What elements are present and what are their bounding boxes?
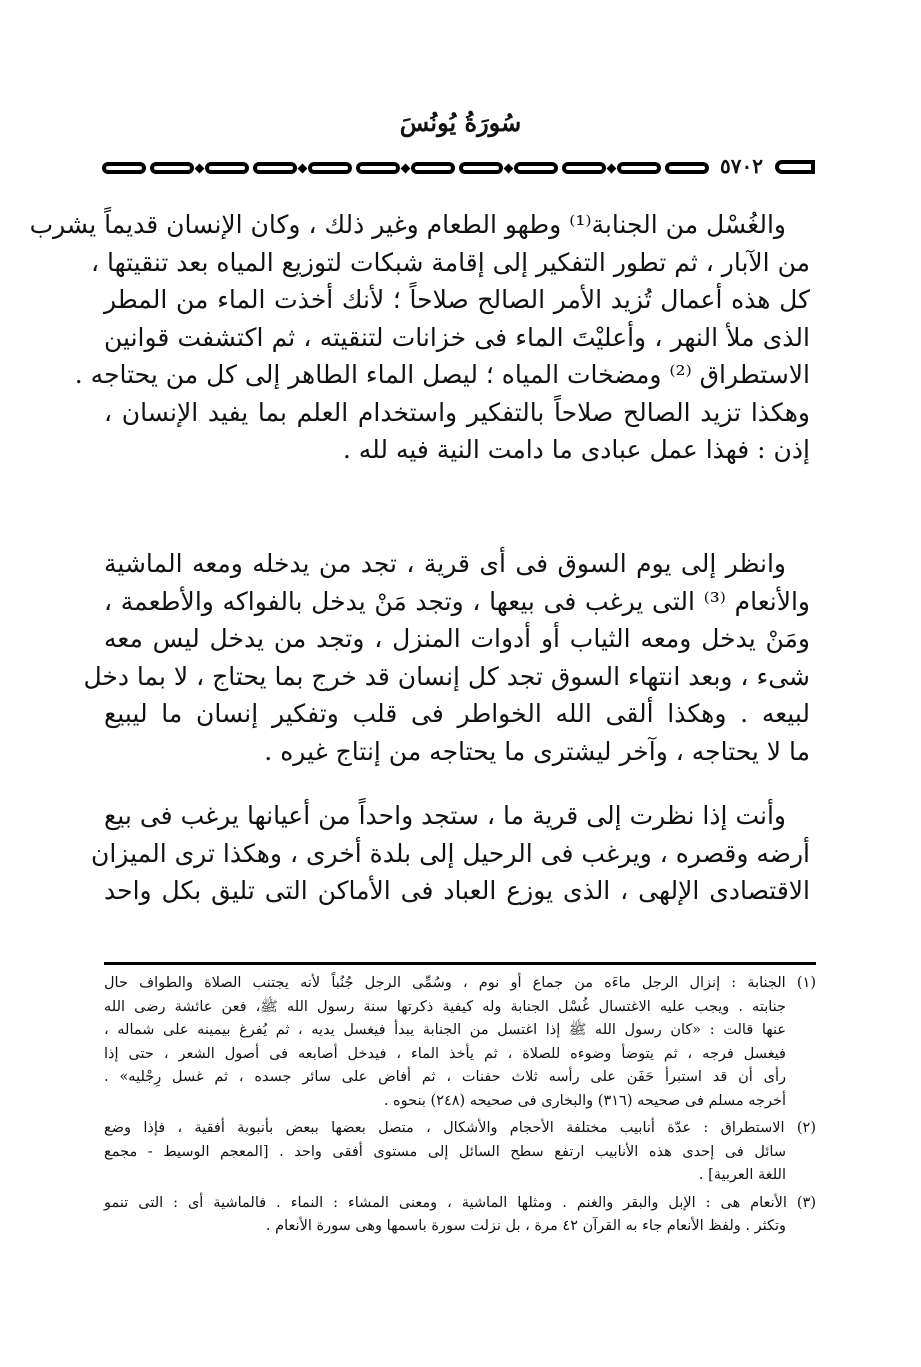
footnote-line: (٢) الاستطراق : عدّة أنابيب مختلفة الأحجام والأشكال ، متصل بعضها ببعض بأنبوبة أفقية ، فإذا وضع: [104, 1120, 816, 1136]
paragraph-3: [91, 797, 810, 910]
paragraph-1: [29, 206, 810, 469]
ornament-link: [665, 162, 709, 174]
ornament-diamond: [195, 163, 205, 173]
ornament-link: [562, 162, 606, 174]
ornament-link: [102, 162, 146, 174]
footnote-2: [104, 1117, 816, 1188]
footnote-line: أخرجه مسلم فى صحيحه (٣١٦) والبخارى فى صحيحه (٢٤٨) بنحوه .: [383, 1092, 786, 1109]
text-line: وهكذا تزيد الصالح صلاحاً بالتفكير واستخدام العلم بما يفيد الإنسان ،: [104, 397, 810, 427]
ornament-link: [617, 162, 661, 174]
text-line: ومَنْ يدخل ومعه الثياب أو أدوات المنزل ، وتجد من يدخل ليس معه: [104, 624, 810, 653]
header-ornament-border: [100, 158, 720, 178]
footnote-line: (٣) الأنعام هى : الإبل والبقر والغنم . ومثلها الماشية ، ومعنى المشاء : النماء . فالماشية أى : التى تنمو: [104, 1194, 816, 1211]
ornament-diamond: [401, 163, 411, 173]
footnote-line: سائل فى إحدى هذه الأنابيب ارتفع سطح السائل إلى مستوى أفقى واحد . [المعجم الوسيط - مجمع: [104, 1143, 786, 1160]
ornament-diamond: [298, 163, 308, 173]
ornament-link: [308, 162, 352, 174]
ornament-link: [514, 162, 558, 174]
ornament-link: [411, 162, 455, 174]
footnote-line: رأى أن قد استبرأ حَفَن على رأسه ثلاث حفنات ، ثم أفاض على سائر جسده ، ثم غسل رِجْليه» .: [104, 1069, 786, 1085]
footnotes: [104, 972, 816, 1243]
footnote-line: (١) الجنابة : إنزال الرجل ماءَه من جماع أو نوم ، وسُمِّى الرجل جُنُباً لأنه يجتنب الصلاة والطواف حال: [104, 975, 816, 991]
ornament-link: [150, 162, 194, 174]
footnote-line: فيغسل فرجه ، ثم يتوضأ وضوءه للصلاة ، ثم يأخذ الماء ، فيدخل أصابعه فى أصول الشعر ، حتى إذا: [104, 1045, 786, 1062]
text-line: الاستطراق ⁽²⁾ ومضخات المياه ؛ ليصل الماء الطاهر إلى كل من يحتاجه .: [74, 360, 810, 389]
ornament-link: [253, 162, 297, 174]
footnote-3: [104, 1192, 816, 1239]
footnote-line: جنابته . ويجب عليه الاغتسال غُسْل الجنابة وله كيفية ذكرتها سنة رسول الله ﷺ، فعن عائشة رضى الله: [104, 998, 786, 1015]
text-line: كل هذه أعمال تُزيد الأمر الصالح صلاحاً ؛ لأنك أخذت الماء من المطر: [104, 285, 810, 314]
footnote-1: [104, 972, 816, 1113]
text-line: ما لا يحتاجه ، وآخر ليشترى ما يحتاجه من إنتاج غيره .: [264, 736, 810, 766]
ornament-endcap: [775, 160, 815, 174]
footnote-line: وتكثر . ولفظ الأنعام جاء به القرآن ٤٢ مرة ، بل نزلت سورة باسمها وهى سورة الأنعام .: [265, 1218, 786, 1234]
text-line: إذن : فهذا عمل عبادى ما دامت النية فيه لله .: [342, 435, 810, 464]
footnote-separator: [104, 962, 816, 965]
ornament-link: [356, 162, 400, 174]
footnote-line: عنها قالت : «كان رسول الله ﷺ إذا اغتسل من الجنابة يبدأ فيغسل يديه ، ثم يُفرغ بيمينه على شماله ،: [104, 1022, 786, 1038]
text-line: الاقتصادى الإلهى ، الذى يوزع العباد فى الأماكن التى تليق بكل واحد: [104, 876, 810, 905]
text-line: أرضه وقصره ، ويرغب فى الرحيل إلى بلدة أخرى ، وهكذا ترى الميزان: [91, 838, 810, 868]
text-line: لبيعه . وهكذا ألقى الله الخواطر فى قلب وتفكير إنسان ما ليبيع: [104, 699, 810, 728]
text-line: والغُسْل من الجنابة⁽¹⁾ وطهو الطعام وغير ذلك ، وكان الإنسان قديماً يشرب: [29, 210, 786, 239]
text-line: وانظر إلى يوم السوق فى أى قرية ، تجد من يدخله ومعه الماشية: [104, 549, 786, 578]
page-number: ٥٧٠٢: [720, 154, 763, 178]
paragraph-2: [83, 545, 810, 770]
text-line: وأنت إذا نظرت إلى قرية ما ، ستجد واحداً من أعيانها يرغب فى بيع: [104, 801, 786, 830]
ornament-diamond: [607, 163, 617, 173]
ornament-link: [205, 162, 249, 174]
text-line: شىء ، وبعد انتهاء السوق تجد كل إنسان قد خرج بما يحتاج ، لا بما دخل: [83, 661, 810, 691]
text-line: والأنعام ⁽³⁾ التى يرغب فى بيعها ، وتجد مَنْ يدخل بالفواكه والأطعمة ،: [104, 586, 810, 616]
ornament-diamond: [504, 163, 514, 173]
surah-title: سُورَةُ يُونُسَ: [399, 108, 522, 137]
ornament-link: [459, 162, 503, 174]
footnote-line: اللغة العربية] .: [698, 1167, 786, 1183]
text-line: من الآبار ، ثم تطور التفكير إلى إقامة شبكات لتوزيع المياه بعد تنقيتها ،: [90, 247, 810, 277]
text-line: الذى ملأ النهر ، وأعليْتَ الماء فى خزانات لتنقيته ، ثم اكتشفت قوانين: [104, 322, 810, 352]
